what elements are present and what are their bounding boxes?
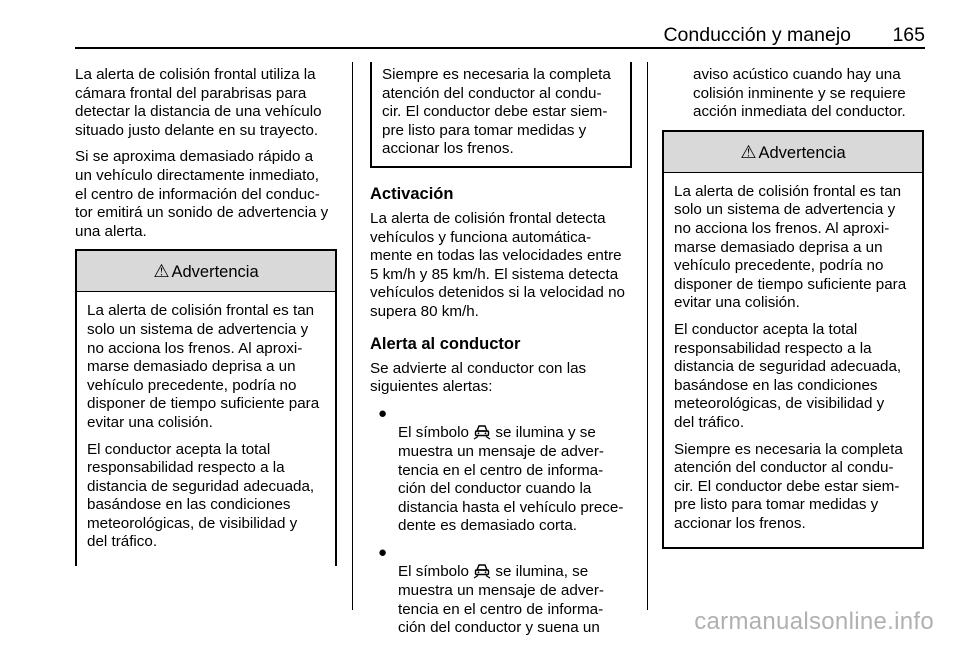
- driver-alert-intro: Se advierte al conductor con las siguientes alertas:: [370, 359, 587, 396]
- warning-text-1: La alerta de colisión frontal es tan solo un sistema de advertencia y no acciona los frenos. Al aproxi- marse demasiado deprisa a un vehículo precedente, podría no disponer de tiempo suficiente para evitar una colisión.: [87, 302, 320, 431]
- warning-icon: ⚠: [740, 141, 757, 162]
- warning-box: [662, 130, 924, 550]
- column-divider-1: [352, 62, 353, 610]
- activation-heading: Activación: [370, 184, 454, 203]
- warning-text-2: El conductor acepta la total responsabilidad respecto a la distancia de seguridad adecuada, basándose en las condiciones meteorológicas, de visibilidad y del tráfico.: [87, 440, 315, 551]
- attention-note-box: [370, 62, 632, 168]
- column-divider-2: [647, 62, 648, 610]
- alert-continuation: aviso acústico cuando hay una colisión inminente y se requiere acción inmediata del conductor.: [693, 66, 906, 121]
- watermark: carmanualsonline.info: [694, 608, 934, 635]
- list-item: ● El símbolo se ilumina y se muestra un mensaje de adver- tencia en el centro de informa- ción del conductor cuando la distancia hasta el vehículo prece- dente es demasiado corta.: [378, 404, 624, 535]
- warning-header: [664, 132, 922, 173]
- page-header: [75, 24, 925, 46]
- warning-text-2: El conductor acepta la total responsabilidad respecto a la distancia de seguridad adecuada, basándose en las condiciones meteorológicas, de visibilidad y del tráfico.: [674, 320, 902, 431]
- left-column: [75, 66, 337, 566]
- vehicle-ahead-icon: [473, 423, 491, 440]
- attention-note: Siempre es necesaria la completa atención del conductor al condu- cir. El conductor debe estar siem- pre listo para tomar medidas y accionar los frenos.: [382, 66, 611, 158]
- header-rule: [75, 47, 925, 49]
- bullet-icon: ●: [378, 543, 388, 561]
- intro-paragraph: La alerta de colisión frontal utiliza la cámara frontal del parabrisas para detectar la distancia de una vehículo situado justo delante en su trayecto.: [75, 66, 322, 139]
- alert-list: [370, 405, 632, 638]
- warning-box: [75, 249, 337, 566]
- bullet-icon: ●: [378, 404, 388, 422]
- warning-title: Advertencia: [758, 143, 846, 162]
- warning-body: [664, 173, 922, 548]
- driver-alert-heading: Alerta al conductor: [370, 334, 521, 353]
- collision-alert-icon: [473, 562, 491, 579]
- warning-body: [77, 292, 335, 566]
- warning-text-3: Siempre es necesaria la completa atención del conductor al condu- cir. El conductor debe estar siem- pre listo para tomar medidas y accionar los frenos.: [674, 440, 903, 532]
- list-item: ● El símbolo se ilumina, se muestra un mensaje de adver- tencia en el centro de informa- ción del conductor y suena un: [378, 543, 604, 637]
- approach-paragraph: Si se aproxima demasiado rápido a un vehículo directamente inmediato, el centro de información del conduc- tor emitirá un sonido de advertencia y una alerta.: [75, 148, 329, 240]
- right-column: [662, 66, 924, 549]
- activation-text: La alerta de colisión frontal detecta vehículos y funciona automática- mente en todas las velocidades entre 5 km/h y 85 km/h. El sistema detecta vehículos detenidos si la velocidad no supera 80 km/h.: [370, 209, 625, 320]
- warning-text-1: La alerta de colisión frontal es tan solo un sistema de advertencia y no acciona los frenos. Al aproxi- marse demasiado deprisa a un vehículo precedente, podría no disponer de tiempo suficiente para evitar una colisión.: [674, 182, 907, 312]
- page-number: 165: [892, 24, 925, 46]
- warning-header: [77, 251, 335, 292]
- section-title: Conducción y manejo: [663, 24, 851, 46]
- warning-title: Advertencia: [171, 263, 259, 282]
- middle-column: [370, 62, 632, 646]
- warning-icon: ⚠: [153, 261, 170, 282]
